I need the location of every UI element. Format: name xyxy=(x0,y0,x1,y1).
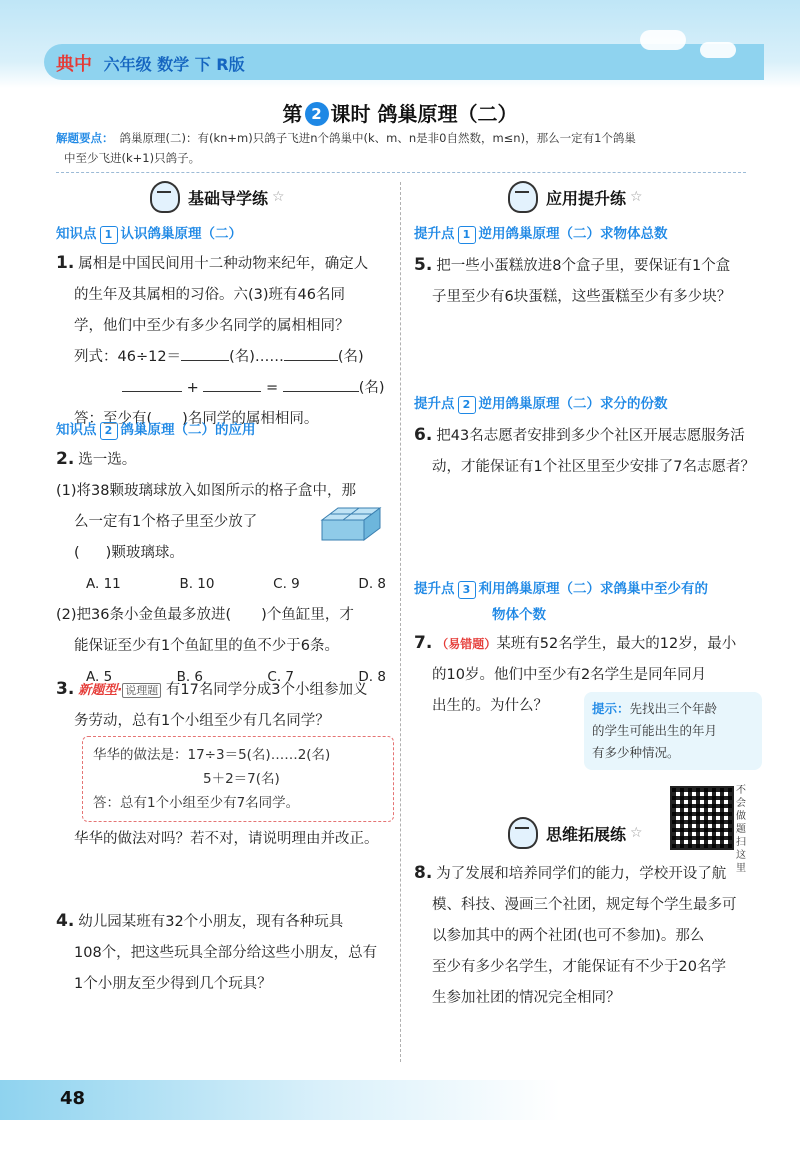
kp-label: 知识点 xyxy=(56,422,97,438)
formula-text: = xyxy=(265,380,279,396)
question-text: 选一选。 xyxy=(78,452,137,468)
option-d[interactable]: D. 8 xyxy=(358,669,386,685)
option-b[interactable]: B. 10 xyxy=(179,576,215,592)
question-type-tag: 说理题 xyxy=(122,683,161,698)
question-text: )颗玻璃球。 xyxy=(105,545,184,561)
hint-label: 提示： xyxy=(592,701,630,716)
answer-blank[interactable] xyxy=(181,360,229,361)
tp-number: 3 xyxy=(458,581,476,599)
improvement-point-2 xyxy=(414,392,668,414)
cloud-icon xyxy=(700,42,736,58)
question-text: 的10岁。他们中至少有2名学生是同年同月 xyxy=(432,667,707,683)
section-title: 应用提升练 xyxy=(546,188,627,208)
section-title: 思维拓展练 xyxy=(546,824,627,844)
question-text: 的生年及其属相的习俗。六(3)班有46名同 xyxy=(74,287,345,303)
improvement-point-3 xyxy=(414,576,708,628)
option-a[interactable]: A. 11 xyxy=(86,576,121,592)
mascot-icon xyxy=(150,181,180,213)
options-row xyxy=(56,569,394,600)
kp-text: 鸽巢原理（二）的应用 xyxy=(120,422,256,438)
question-text: 动，才能保证有1个社区里至少安排了7名志愿者？ xyxy=(432,459,755,475)
question-number: 1. xyxy=(56,253,75,273)
formula-text: 列式：46÷12＝ xyxy=(74,349,182,365)
tp-label: 提升点 xyxy=(414,396,455,412)
new-type-tag: 新题型· xyxy=(78,683,123,698)
question-text: (1)将38颗玻璃球放入如图所示的格子盒中，那 xyxy=(56,483,356,499)
brand-logo: 典中 xyxy=(56,54,92,75)
answer-text: 答：至少有( xyxy=(74,411,153,427)
book-title: 六年级 数学 下 R版 xyxy=(103,55,245,74)
hint-text: 的学生可能出生的年月 xyxy=(592,723,718,738)
worked-solution-box xyxy=(82,736,394,822)
book-brand xyxy=(56,50,245,76)
question-text: 出生的。为什么？ xyxy=(432,698,548,714)
question-text: 把43名志愿者安排到多少个社区开展志愿服务活 xyxy=(436,428,745,444)
question-number: 2. xyxy=(56,449,75,469)
question-text: 有17名同学分成3个小组参加义 xyxy=(165,682,368,698)
question-5 xyxy=(414,250,764,313)
option-a[interactable]: A. 5 xyxy=(86,669,113,685)
formula-text: (名)…… xyxy=(229,349,284,365)
option-c[interactable]: C. 9 xyxy=(273,576,300,592)
question-text: 108个，把这些玩具全部分给这些小朋友，总有 xyxy=(74,945,378,961)
question-text: 把一些小蛋糕放进8个盒子里，要保证有1个盒 xyxy=(436,258,731,274)
solution-line: 5＋2＝7(名) xyxy=(203,771,280,787)
question-text: 以参加其中的两个社团(也可不参加)。那么 xyxy=(432,928,705,944)
knowledge-point-2 xyxy=(56,418,256,440)
answer-blank[interactable] xyxy=(203,391,261,392)
star-icon: ☆ xyxy=(630,189,643,205)
question-number: 3. xyxy=(56,679,75,699)
tips-box xyxy=(56,128,746,168)
answer-text: )名同学的属相相同。 xyxy=(182,411,319,427)
question-text: 某班有52名学生，最大的12岁，最小 xyxy=(496,636,737,652)
tp-label: 提升点 xyxy=(414,581,455,597)
solution-line: 答：总有1个小组至少有7名同学。 xyxy=(93,795,300,811)
hint-text: 先找出三个年龄 xyxy=(629,701,718,716)
answer-blank[interactable] xyxy=(284,360,338,361)
formula-text: + xyxy=(186,380,199,396)
question-text: ( xyxy=(74,545,80,561)
tp-number: 1 xyxy=(458,226,476,244)
question-text: 子里至少有6块蛋糕，这些蛋糕至少有多少块？ xyxy=(432,289,732,305)
section-extension xyxy=(508,818,643,848)
formula-text: (名) xyxy=(337,349,364,365)
divider xyxy=(56,172,746,173)
tp-text: 物体个数 xyxy=(492,607,546,623)
question-number: 6. xyxy=(414,425,433,445)
page-number: 48 xyxy=(60,1088,86,1109)
section-basic xyxy=(150,182,285,212)
question-4 xyxy=(56,906,392,1000)
option-c[interactable]: C. 7 xyxy=(267,669,294,685)
tp-number: 2 xyxy=(458,396,476,414)
question-text: (2)把36条小金鱼最多放进( xyxy=(56,607,232,623)
tips-label: 解题要点： xyxy=(56,131,114,145)
question-text: 生参加社团的情况完全相同？ xyxy=(432,990,621,1006)
solution-line: 华华的做法是：17÷3＝5(名)……2(名) xyxy=(93,747,331,763)
question-text: 能保证至少有1个鱼缸里的鱼不少于6条。 xyxy=(74,638,339,654)
question-text: 么一定有1个格子里至少放了 xyxy=(74,514,258,530)
qr-note: 不会做题扫这里 xyxy=(736,785,746,874)
option-b[interactable]: B. 6 xyxy=(176,669,203,685)
star-icon: ☆ xyxy=(272,189,285,205)
question-text: 属相是中国民间用十二种动物来纪年，确定人 xyxy=(78,256,369,272)
mascot-icon xyxy=(508,817,538,849)
answer-blank[interactable] xyxy=(283,391,359,392)
section-application xyxy=(508,182,643,212)
lesson-number: 2 xyxy=(305,102,329,126)
kp-number: 1 xyxy=(100,226,118,244)
kp-number: 2 xyxy=(100,422,118,440)
question-text: 1个小朋友至少得到几个玩具？ xyxy=(74,976,272,992)
question-number: 8. xyxy=(414,863,433,883)
question-text: 学，他们中至少有多少名同学的属相相同？ xyxy=(74,318,350,334)
question-3 xyxy=(56,674,392,737)
hint-text: 有多少种情况。 xyxy=(592,745,680,760)
error-prone-tag: （易错题） xyxy=(436,637,497,651)
question-text: 务劳动，总有1个小组至少有几名同学？ xyxy=(74,713,330,729)
question-text: 为了发展和培养同学们的能力，学校开设了航 xyxy=(436,866,727,882)
question-1 xyxy=(56,248,392,435)
mascot-icon xyxy=(508,181,538,213)
section-title: 基础导学练 xyxy=(188,188,269,208)
star-icon: ☆ xyxy=(630,825,643,841)
knowledge-point-1 xyxy=(56,222,242,244)
kp-text: 认识鸽巢原理（二） xyxy=(120,226,242,242)
question-number: 5. xyxy=(414,255,433,275)
option-d[interactable]: D. 8 xyxy=(358,576,386,592)
cloud-icon xyxy=(640,30,686,50)
question-number: 7. xyxy=(414,633,433,653)
question-6 xyxy=(414,420,764,483)
footer-band xyxy=(0,1080,800,1120)
tips-line-1: 鸽巢原理(二)：有(kn+m)只鸽子飞进n个鸽巢中(k、m、n是非0自然数，m≤n)，那么一定有1个鸽巢 xyxy=(119,131,636,145)
hint-box xyxy=(584,692,762,770)
grid-box-figure xyxy=(318,502,382,542)
column-divider xyxy=(400,182,401,1062)
answer-blank[interactable] xyxy=(122,391,182,392)
lesson-title xyxy=(0,98,800,127)
tp-label: 提升点 xyxy=(414,226,455,242)
question-number: 4. xyxy=(56,911,75,931)
lesson-prefix: 第 xyxy=(282,102,303,126)
improvement-point-1 xyxy=(414,222,668,244)
question-text: 至少有多少名学生，才能保证有不少于20名学 xyxy=(432,959,726,975)
question-8 xyxy=(414,858,764,1014)
tips-line-2: 中至少飞进(k+1)只鸽子。 xyxy=(64,151,201,165)
question-text: 模、科技、漫画三个社团，规定每个学生最多可 xyxy=(432,897,737,913)
kp-label: 知识点 xyxy=(56,226,97,242)
tp-text: 利用鸽巢原理（二）求鸽巢中至少有的 xyxy=(478,581,708,597)
question-3-prompt: 华华的做法对吗？若不对，请说明理由并改正。 xyxy=(74,831,379,847)
question-text: )个鱼缸里，才 xyxy=(261,607,354,623)
qr-code[interactable] xyxy=(670,786,734,850)
lesson-suffix: 课时 鸽巢原理（二） xyxy=(330,102,518,126)
formula-text: (名) xyxy=(358,380,385,396)
tp-text: 逆用鸽巢原理（二）求物体总数 xyxy=(478,226,668,242)
question-2 xyxy=(56,444,392,693)
question-text: 幼儿园某班有32个小朋友，现有各种玩具 xyxy=(78,914,344,930)
tp-text: 逆用鸽巢原理（二）求分的份数 xyxy=(478,396,668,412)
